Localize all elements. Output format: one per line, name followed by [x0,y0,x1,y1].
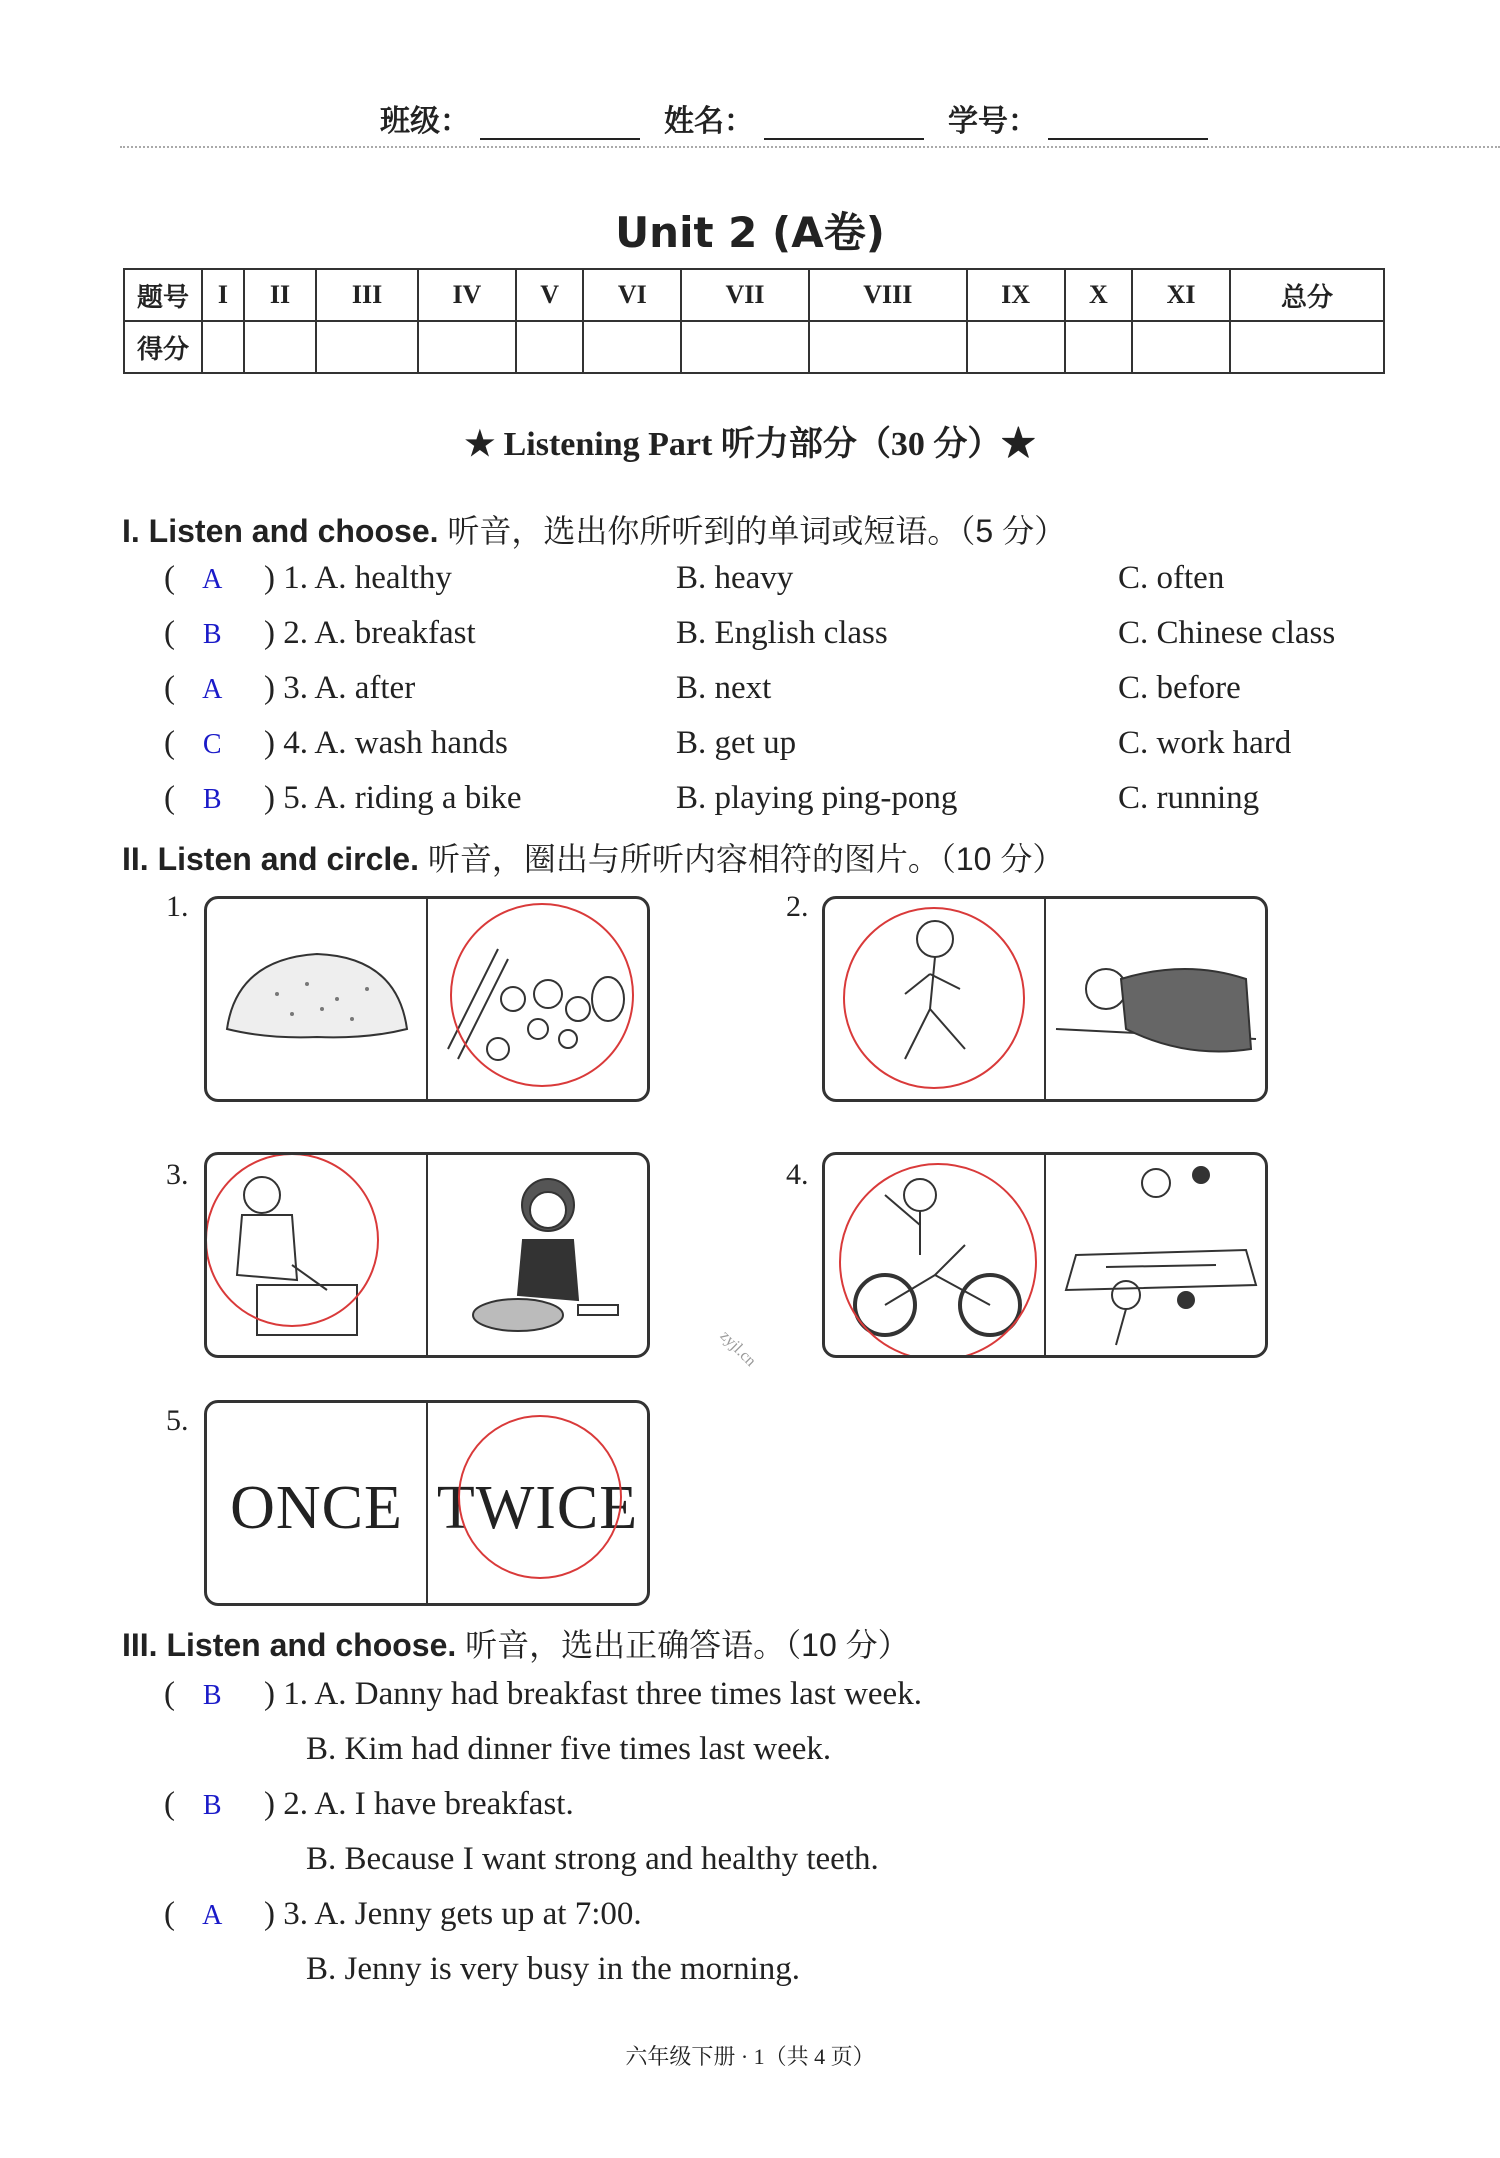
score-cell: VI [583,269,681,321]
picture-pair [822,1152,1268,1358]
q1-heading-cn: 听音，选出你所听到的单词或短语。（5 分） [438,513,1067,549]
answer-mark[interactable]: A [202,674,223,705]
q1-item: ( A ) 3. A. after B. next C. before [164,670,1241,706]
name-label: 姓名： [664,104,754,139]
score-cell: V [516,269,584,321]
q1-heading-en: I. Listen and choose. [122,513,439,549]
answer-mark[interactable]: C [202,729,222,760]
q2-heading-en: II. Listen and circle. [122,841,419,877]
score-input-cell[interactable] [418,321,516,373]
picture-number: 2. [786,890,809,923]
q3-heading-cn: 听音，选出正确答语。（10 分） [456,1627,910,1663]
option-a: ) 2. A. I have breakfast. [264,1786,574,1822]
score-cell: IX [967,269,1065,321]
picture-number: 1. [166,890,189,923]
q1-heading [122,506,1066,552]
score-input-cell[interactable] [244,321,316,373]
picture-option[interactable] [207,1155,426,1355]
ping-pong-icon [1046,1155,1264,1355]
picture-pair [822,896,1268,1102]
score-cell: 题号 [124,269,202,321]
option-b: B. Kim had dinner five times last week. [306,1731,832,1767]
answer-mark[interactable]: B [202,619,222,650]
score-cell: III [316,269,418,321]
score-cell: XI [1132,269,1230,321]
picture-option[interactable] [207,899,426,1099]
answer-mark[interactable]: A [202,564,223,595]
q3-heading [122,1620,910,1666]
picture-number: 3. [166,1158,189,1191]
q3-heading-en: III. Listen and choose. [122,1627,457,1663]
option-b: B. heavy [676,560,794,596]
option-b: B. playing ping-pong [676,780,958,816]
score-input-cell[interactable] [516,321,584,373]
sleeping-boy-icon [1046,899,1264,1099]
class-blank[interactable] [480,108,640,140]
score-input-cell[interactable] [1065,321,1133,373]
score-input-cell[interactable] [316,321,418,373]
q1-item: ( A ) 1. A. healthy B. heavy C. often [164,560,1225,596]
picture-option[interactable] [426,1403,647,1603]
score-input-cell[interactable] [1230,321,1384,373]
option-b: B. English class [676,615,888,651]
score-input-cell[interactable] [809,321,967,373]
q1-item: ( C ) 4. A. wash hands B. get up C. work hard [164,725,1292,761]
class-label: 班级： [380,104,470,139]
q3-item: ( A ) 3. A. Jenny gets up at 7:00. [164,1896,642,1932]
answer-circle [843,907,1025,1089]
score-input-cell[interactable] [1132,321,1230,373]
picture-option[interactable] [1044,1155,1265,1355]
student-info-line [380,96,1222,140]
option-b: B. get up [676,725,797,761]
score-input-cell[interactable] [202,321,244,373]
woman-cooking-icon [428,1155,646,1355]
option-c: C. before [1118,670,1241,706]
option-c: C. running [1118,780,1260,816]
score-table-header-row [124,269,1384,321]
watermark: zyjl.cn [716,1327,760,1370]
answer-mark[interactable]: B [202,784,222,815]
section-title: ★ Listening Part 听力部分（30 分）★ [464,426,1036,463]
option-c: C. Chinese class [1118,615,1336,651]
score-cell: IV [418,269,516,321]
score-input-cell[interactable] [583,321,681,373]
answer-circle [205,1153,379,1327]
option-a: ) 3. A. Jenny gets up at 7:00. [264,1896,642,1932]
picture-number: 5. [166,1404,189,1437]
option-b: B. Jenny is very busy in the morning. [306,1951,801,1987]
picture-option[interactable] [1044,899,1265,1099]
q2-heading [122,834,1064,880]
name-blank[interactable] [764,108,924,140]
picture-option[interactable] [825,1155,1044,1355]
answer-mark[interactable]: A [202,1900,223,1931]
option-b: B. Because I want strong and healthy teeth. [306,1841,879,1877]
answer-circle [450,903,634,1087]
option-a: ) 5. A. riding a bike [264,780,522,816]
id-label: 学号： [948,104,1038,139]
option-a: ) 1. A. healthy [264,560,452,596]
picture-option[interactable] [426,899,647,1099]
option-a: ) 2. A. breakfast [264,615,476,651]
score-input-cell[interactable] [967,321,1065,373]
option-a: ) 1. A. Danny had breakfast three times last week. [264,1676,922,1712]
score-cell: VII [681,269,809,321]
id-blank[interactable] [1048,108,1208,140]
q1-item: ( B ) 5. A. riding a bike B. playing ping-pong C. running [164,780,1260,816]
picture-option[interactable] [207,1403,426,1603]
page-title: Unit 2 (A卷) [615,208,885,257]
answer-mark[interactable]: B [202,1680,222,1711]
q3-item: ( B ) 2. A. I have breakfast. [164,1786,574,1822]
q1-item: ( B ) 2. A. breakfast B. English class C. Chinese class [164,615,1336,651]
score-input-cell[interactable] [681,321,809,373]
score-cell: VIII [809,269,967,321]
page-footer: 六年级下册 · 1（共 4 页） [625,2044,875,2069]
answer-mark[interactable]: B [202,1790,222,1821]
score-cell: 总分 [1230,269,1384,321]
score-cell: II [244,269,316,321]
option-a: ) 4. A. wash hands [264,725,508,761]
option-c: C. often [1118,560,1225,596]
picture-number: 4. [786,1158,809,1191]
option-b: B. next [676,670,772,706]
word-twice: TWICE [436,1474,639,1542]
picture-pair [204,1400,650,1606]
option-a: ) 3. A. after [264,670,416,706]
dotted-divider [120,146,1500,148]
bread-icon [207,899,425,1099]
word-once: ONCE [230,1474,403,1542]
picture-pair [204,1152,650,1358]
picture-pair [204,896,650,1102]
option-c: C. work hard [1118,725,1292,761]
score-cell: I [202,269,244,321]
score-table [123,268,1385,374]
picture-option[interactable] [825,899,1044,1099]
score-cell: X [1065,269,1133,321]
score-table-score-row [124,321,1384,373]
q3-item: ( B ) 1. A. Danny had breakfast three times last week. [164,1676,922,1712]
picture-option[interactable] [426,1155,647,1355]
q2-heading-cn: 听音，圈出与所听内容相符的图片。（10 分） [418,841,1065,877]
answer-circle [839,1163,1037,1358]
score-row-label: 得分 [124,321,202,373]
answer-circle [458,1415,622,1579]
